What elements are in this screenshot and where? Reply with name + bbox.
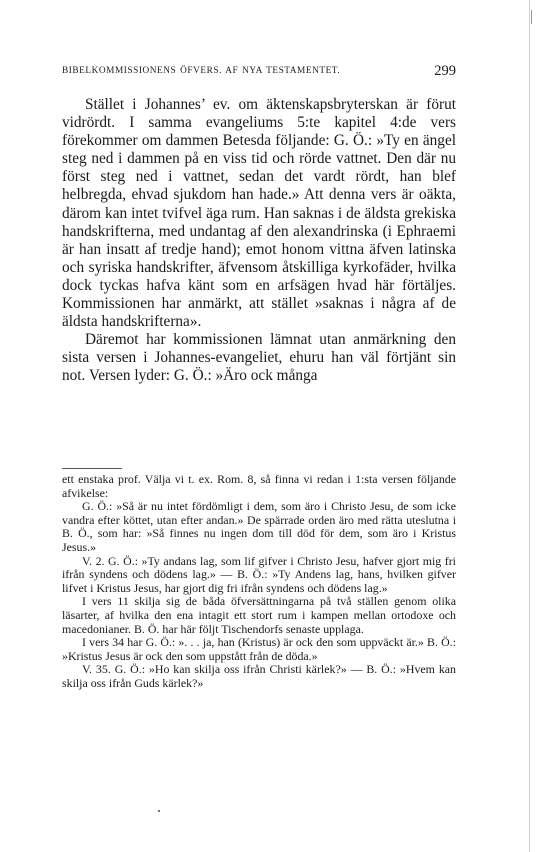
- footnote-verse-34: I vers 34 har G. Ö.: ». . . ja, han (Kristus) är ock den som uppväckt är.» B. Ö.: »Kristus Jesus är ock den som uppstått från de döda.»: [62, 635, 456, 663]
- page-edge-line: [529, 0, 530, 852]
- paragraph-2: Däremot har kommissionen lämnat utan anmärkning den sista versen i Johannes-evangeliet, ehuru han väl förtjänt sin not. Versen lyder: G. Ö.: »Äro ock många: [62, 331, 456, 385]
- footnote-verse-35: V. 35. G. Ö.: »Ho kan skilja oss ifrån Christi kärlek?» — B. Ö.: »Hvem kan skilja oss ifrån Guds kärlek?»: [62, 662, 456, 690]
- footnote-verse-11: I vers 11 skilja sig de båda öfversättningarna på två ställen genom olika läsarter, af hvilka den ena intagit ett stort rum i kampen mellan ortodoxe och macedonianer. B. Ö. har här följt Tischendorfs senaste upplaga.: [62, 594, 456, 636]
- running-title: BIBELKOMMISSIONENS ÖFVERS. AF NYA TESTAMENTET.: [62, 66, 341, 76]
- corner-mark: [531, 10, 532, 24]
- footnote-verse-1: G. Ö.: »Så är nu intet fördömligt i dem, som äro i Christo Jesu, de som icke vandra efter köttet, utan efter andan.» De spärrade orden äro med rätta uteslutna i B. Ö., som har: »Så finnes nu ingen dom till död för dem, som äro i Kristus Jesus.»: [62, 499, 456, 554]
- ink-speck: [158, 810, 160, 812]
- footnote-continuation: ett enstaka prof. Välja vi t. ex. Rom. 8, så finna vi redan i 1:sta versen följande afvikelse:: [62, 472, 456, 500]
- footnotes: [62, 473, 456, 691]
- footnote-verse-2: V. 2. G. Ö.: »Ty andans lag, som lif gifver i Christo Jesu, hafver gjort mig fri ifrån syndens och dödens lag.» — B. Ö.: »Ty Andens lag, hans, hvilken gifver lifvet i Kristus Jesus, har gjort dig fri ifrån syndens och dödens lag.»: [62, 553, 456, 595]
- page-number: 299: [434, 63, 456, 79]
- paragraph-1: Stället i Johannes’ ev. om äktenskapsbryterskan är förut vidrördt. I samma evangeliums 5:te kapitel 4:de vers förekommer om dammen Betesda följande: G. Ö.: »Ty en ängel steg ned i dammen på en viss tid och rörde vattnet. Den där nu först steg ned i vattnet, sedan det vardt rördt, han blef helbregda, ehvad sjukdom han hade.» Att denna vers är oäkta, därom kan intet tvifvel äga rum. Han saknas i de äldsta grekiska handskrifterna, med undantag af den alexandrinska (i Ephraemi är han insatt af tredje hand); emot honom vittna äfven latinska och syriska handskrifter, äfvensom åtskilliga kyrkofäder, hvilka dock tyckas hafva känt som en arfsägen hvad här förtäljes. Kommissionen har anmärkt, att stället »saknas i några af de äldsta handskrifterna».: [62, 96, 456, 331]
- main-text: [62, 96, 456, 386]
- footnote-rule: [62, 468, 122, 469]
- running-header: [62, 63, 456, 83]
